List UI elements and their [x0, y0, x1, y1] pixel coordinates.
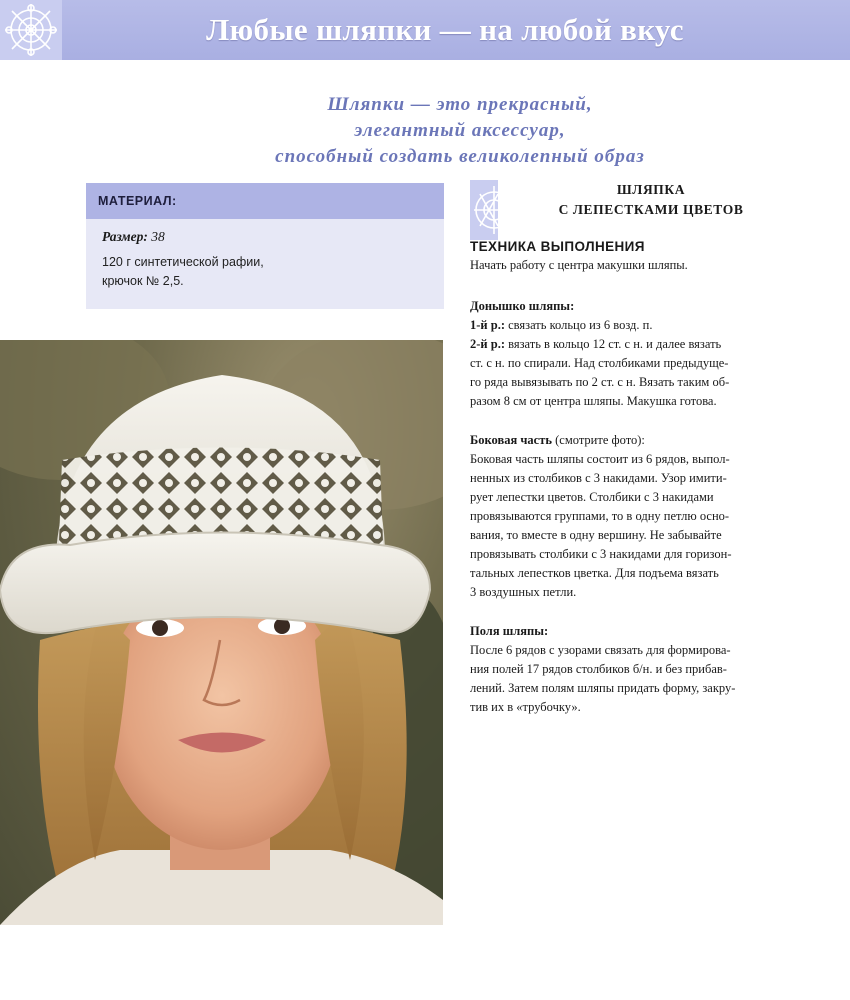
text-line: вания, то вместе в одну вершину. Не забывайте: [470, 528, 722, 542]
crown-heading: Донышко шляпы:: [470, 299, 575, 313]
technique-heading: ТЕХНИКА ВЫПОЛНЕНИЯ: [470, 239, 645, 254]
text-line: 3 воздушных петли.: [470, 585, 577, 599]
side-heading: Боковая часть: [470, 433, 552, 447]
subtitle-line: Шляпки — это прекрасный,: [327, 94, 593, 115]
text-line: лений. Затем полям шляпы придать форму, закру-: [470, 681, 736, 695]
page-title: Любые шляпки — на любой вкус: [206, 12, 684, 47]
text-line: ст. с н. по спирали. Над столбиками предыдуще-: [470, 356, 729, 370]
row-label: 2-й р.:: [470, 337, 505, 351]
pattern-title-line: ШЛЯПКА: [616, 182, 686, 197]
brim-section: [470, 622, 832, 717]
technique-text: Начать работу с центра макушки шляпы.: [470, 258, 688, 272]
material-box: [86, 183, 444, 309]
pattern-title-line: С ЛЕПЕСТКАМИ ЦВЕТОВ: [558, 202, 744, 217]
subtitle-line: способный создать великолепный образ: [275, 146, 645, 167]
text-line: тив их в «трубочку».: [470, 700, 581, 714]
text-line: провязываются группами, то в одну петлю осно-: [470, 509, 730, 523]
material-line: 120 г синтетической рафии,: [102, 255, 264, 269]
text-line: ния полей 17 рядов столбиков б/н. и без прибав-: [470, 662, 727, 676]
material-heading: МАТЕРИАЛ:: [86, 183, 444, 219]
row-text: связать кольцо из 6 возд. п.: [508, 318, 653, 332]
text-line: разом 8 см от центра шляпы. Макушка готова.: [470, 394, 717, 408]
side-text: [470, 450, 832, 602]
brim-heading: Поля шляпы:: [470, 624, 549, 638]
text-line: ненных из столбиков с 3 накидами. Узор имити-: [470, 471, 727, 485]
size-label: Размер:: [102, 229, 148, 244]
lace-ornament-icon: [0, 0, 62, 60]
crown-section: [470, 297, 832, 411]
subtitle-line: элегантный аксессуар,: [354, 120, 566, 141]
side-heading-line: [470, 431, 832, 450]
crown-row-2: [470, 335, 832, 411]
text-line: Боковая часть шляпы состоит из 6 рядов, выпол-: [470, 452, 730, 466]
text-line: [470, 335, 832, 354]
text-line: После 6 рядов с узорами связать для формирова-: [470, 643, 731, 657]
woman-in-crochet-hat-photo: [0, 340, 443, 925]
intro-subtitle: [200, 92, 720, 170]
pattern-title: [470, 180, 832, 220]
crown-row-1: [470, 316, 832, 335]
text-line: провязывать столбики с 3 накидами для горизон-: [470, 547, 732, 561]
text-line: рует лепестки цветов. Столбики с 3 накидами: [470, 490, 714, 504]
side-heading-note: (смотрите фото):: [555, 433, 645, 447]
text-line: тальных лепестков цветка. Для подъема вязать: [470, 566, 719, 580]
material-line: крючок № 2,5.: [102, 274, 184, 288]
row-text: вязать в кольцо 12 ст. с н. и далее вязать: [508, 337, 722, 351]
text-line: го ряда вывязывать по 2 ст. с н. Вязать таким об-: [470, 375, 730, 389]
pattern-instructions: [470, 180, 832, 717]
size-line: [102, 229, 430, 245]
size-value: 38: [151, 229, 165, 244]
side-section: [470, 431, 832, 602]
page-header-band: [0, 0, 850, 60]
row-label: 1-й р.:: [470, 318, 505, 332]
brim-text: [470, 641, 832, 717]
